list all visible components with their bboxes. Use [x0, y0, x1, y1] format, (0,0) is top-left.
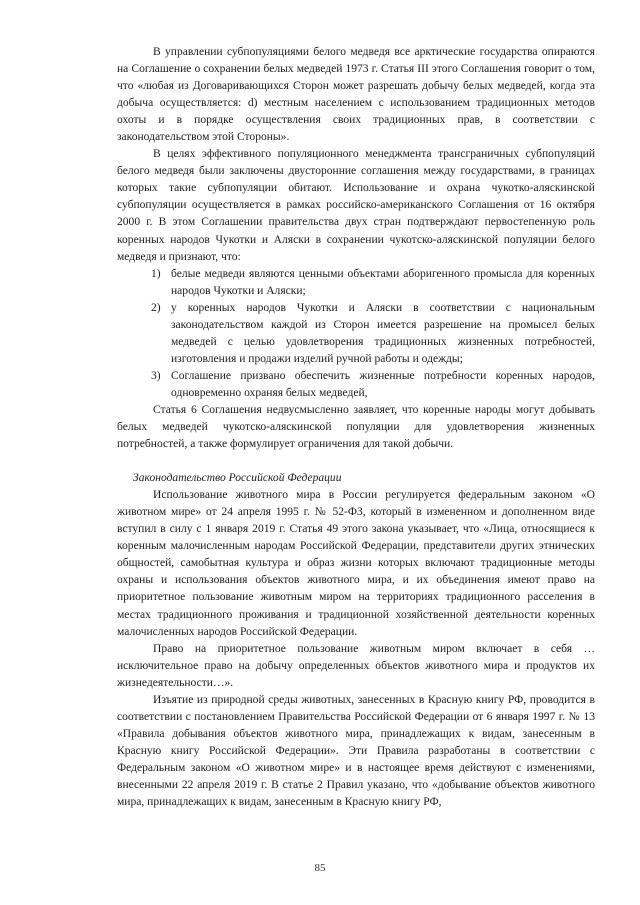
page-number: 85 — [314, 862, 326, 874]
section-heading: Законодательство Российской Федерации — [133, 472, 342, 485]
paragraph-article-6: Статья 6 Соглашения недвусмысленно заявляет, что коренные народы могут добывать белых медведей чукотско-аляскинской популяции для удовлетворения жизненных потребностей, а также формулирует ограничения для такой добычи. — [117, 403, 595, 451]
list-item-number: 1) — [151, 267, 161, 280]
list-item-number: 3) — [151, 369, 161, 382]
list-item-number: 2) — [151, 301, 161, 314]
paragraph-red-book: Изъятие из природной среды животных, занесенных в Красную книгу РФ, проводится в соответствии с постановлением Правительства Российской Федерации от 6 января 1997 г. № 13 «Правила добывания объектов животного мира, принадлежащих к видам, занесенным в Красную книгу Российской Федерации». Эти Правила разработаны в соответствии с Федеральным законом «О животном мире» и в настоящее время действуют с изменениями, внесенными 22 апреля 2019 г. В статье 2 Правил указано, что «добывание объектов животного мира, принадлежащих к видам, занесенным в Красную книгу РФ, — [117, 693, 595, 809]
list-item — [117, 368, 595, 402]
paragraph-wildlife-law: Использование животного мира в России регулируется федеральным законом «О животном мире» от 24 апреля 1995 г. № 52-ФЗ, который в измененном и дополненном виде вступил в силу с 1 января 2019 г. Статья 49 этого закона указывает, что «Лица, относящиеся к коренным малочисленным народам Российской Федерации, представители других этнических общностей, самобытная культура и образ жизни которых включают традиционные методы охраны и использования объектов животного мира, и их объединения имеют право на приоритетное пользование животным миром на территориях традиционного расселения в местах традиционного проживания и традиционной хозяйственной деятельности коренных малочисленных народов Российской Федерации. — [117, 489, 595, 638]
paragraph-bilateral-agreements: В целях эффективного популяционного менеджмента трансграничных субпопуляций белого медведя были заключены двусторонние соглашения между государствами, в границах которых такие субпопуляции обитают. Использование и охрана чукотко-аляскинской субпопуляции осуществляется в рамках российско-американского Соглашения от 16 октября 2000 г. В этом Соглашении правительства двух стран подтверждают первостепенную роль коренных народов Чукотки и Аляски в сохранении чукотско-аляскинской популяции белого медведя и признают, что: — [117, 148, 595, 263]
list-item-text: Соглашение призвано обеспечить жизненные потребности коренных народов, одновременно охраняя белых медведей, — [171, 369, 595, 399]
list-item — [117, 300, 595, 368]
paragraph-priority-right: Право на приоритетное пользование животным миром включает в себя … исключительное право на добычу определенных объектов животного мира и продуктов их жизнедеятельности…». — [117, 642, 595, 689]
page-body — [117, 44, 595, 811]
list-item-text: у коренных народов Чукотки и Аляски в соответствии с национальным законодательством каждой из Сторон имеется разрешение на промысел белых медведей с целью удовлетворения традиционных жизненных потребностей, изготовления и продажи изделий ручной работы и одежды; — [171, 301, 595, 365]
list-item-text: белые медведи являются ценными объектами аборигенного промысла для коренных народов Чукотки и Аляски; — [171, 267, 595, 297]
list-item — [117, 266, 595, 300]
recognized-conditions-list — [117, 266, 595, 402]
paragraph-agreement-1973: В управлении субпопуляциями белого медведя все арктические государства опираются на Соглашение о сохранении белых медведей 1973 г. Статья III этого Соглашения говорит о том, что «любая из Договаривающихся Сторон может разрешать добычу белых медведей, когда эта добыча осуществляется: d) местным населением с использованием традиционных методов охоты и в порядке осуществления своих традиционных прав, в соответствии с законодательством этой Стороны». — [117, 46, 595, 144]
